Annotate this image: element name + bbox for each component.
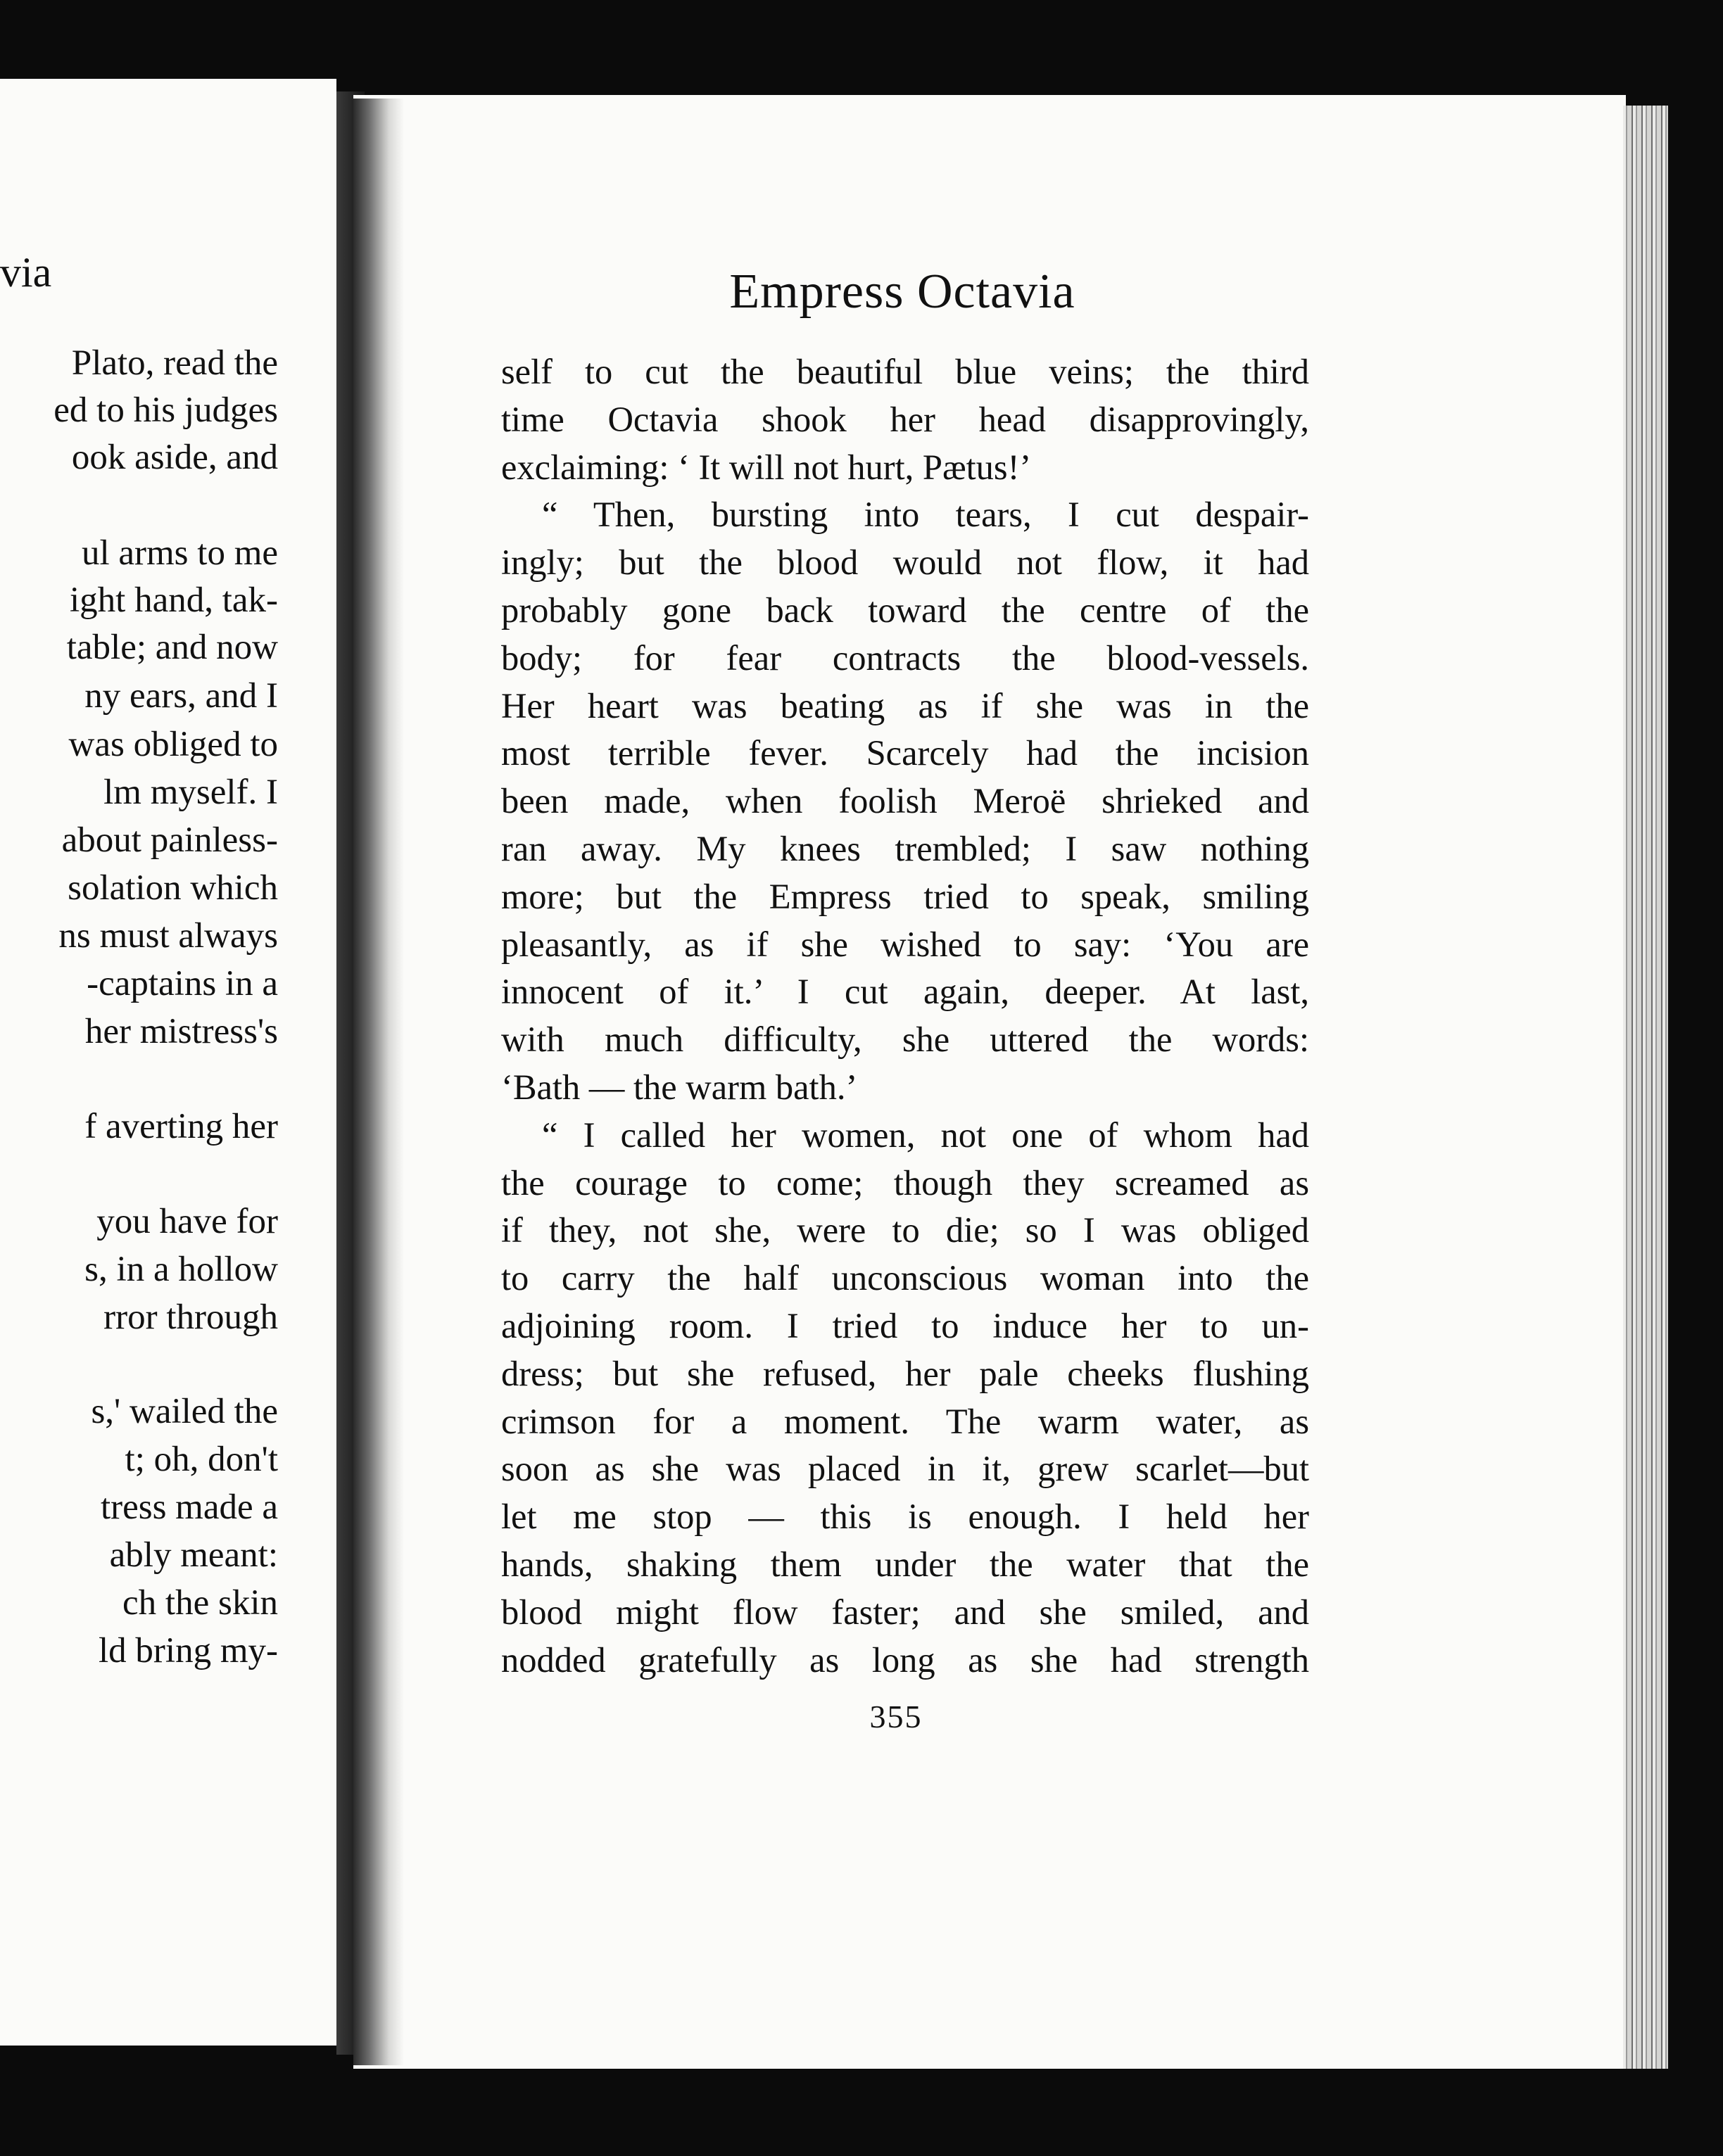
- page-body-text: [501, 348, 1309, 1684]
- left-line: t; oh, don't: [125, 1440, 278, 1479]
- page-edges: [1623, 106, 1668, 2069]
- text-line: soon as she was placed in it, grew scarlet—but: [501, 1449, 1309, 1489]
- text-line: the courage to come; though they screamed as: [501, 1162, 1309, 1203]
- left-line: tress made a: [100, 1488, 278, 1527]
- text-line: with much difficulty, she uttered the words:: [501, 1020, 1309, 1060]
- text-line: innocent of it.’ I cut again, deeper. At last,: [501, 972, 1309, 1012]
- left-line: lm myself. I: [103, 773, 278, 812]
- left-line: ld bring my-: [99, 1631, 278, 1670]
- text-line: probably gone back toward the centre of the: [501, 590, 1309, 630]
- text-line: self to cut the beautiful blue veins; the third: [501, 352, 1309, 391]
- left-line: -captains in a: [87, 964, 278, 1003]
- left-line: Plato, read the: [71, 343, 278, 383]
- text-line: body; for fear contracts the blood-vessels.: [501, 638, 1309, 678]
- text-line: let me stop — this is enough. I held her: [501, 1497, 1309, 1537]
- left-line: about painless-: [61, 820, 278, 860]
- text-line: hands, shaking them under the water that the: [501, 1544, 1309, 1584]
- left-line: was obliged to: [68, 725, 278, 764]
- text-line: dress; but she refused, her pale cheeks flushing: [501, 1353, 1309, 1393]
- left-line: rror through: [103, 1298, 278, 1337]
- left-line: ch the skin: [122, 1583, 278, 1623]
- text-line: ‘Bath — the warm bath.’: [501, 1067, 858, 1107]
- text-line: blood might flow faster; and she smiled, and: [501, 1592, 1309, 1632]
- text-line: if they, not she, were to die; so I was obliged: [501, 1210, 1309, 1250]
- book-spine-curve: [353, 99, 404, 2065]
- left-line: f averting her: [84, 1107, 278, 1146]
- text-line: been made, when foolish Meroë shrieked and: [501, 781, 1309, 821]
- text-line: “ Then, bursting into tears, I cut despair-: [542, 495, 1309, 535]
- text-line: time Octavia shook her head disapprovingly,: [501, 399, 1309, 439]
- running-head: Empress Octavia: [729, 265, 1075, 319]
- left-line: ed to his judges: [53, 391, 278, 430]
- left-line: you have for: [96, 1202, 278, 1241]
- text-line: more; but the Empress tried to speak, smiling: [501, 876, 1309, 916]
- text-line: nodded gratefully as long as she had strength: [501, 1640, 1309, 1680]
- left-line: s, in a hollow: [84, 1250, 278, 1289]
- left-running-head: via: [0, 249, 52, 296]
- left-line: s,' wailed the: [91, 1392, 278, 1431]
- left-line: solation which: [68, 868, 278, 908]
- text-line: to carry the half unconscious woman into the: [501, 1258, 1309, 1298]
- text-line: exclaiming: ‘ It will not hurt, Pætus!’: [501, 447, 1032, 487]
- left-line: ny ears, and I: [84, 676, 278, 716]
- left-line: table; and now: [66, 628, 278, 667]
- left-line: ight hand, tak-: [69, 581, 278, 620]
- page-number: 355: [869, 1699, 923, 1735]
- text-line: pleasantly, as if she wished to say: ‘You are: [501, 924, 1309, 964]
- text-line: adjoining room. I tried to induce her to un-: [501, 1305, 1309, 1345]
- text-line: Her heart was beating as if she was in the: [501, 685, 1309, 725]
- left-line: her mistress's: [84, 1012, 278, 1051]
- text-line: ran away. My knees trembled; I saw nothing: [501, 828, 1309, 868]
- text-line: crimson for a moment. The warm water, as: [501, 1401, 1309, 1441]
- left-page: [0, 79, 336, 2046]
- text-line: “ I called her women, not one of whom had: [542, 1115, 1309, 1155]
- left-line: ul arms to me: [81, 533, 278, 573]
- text-line: ingly; but the blood would not flow, it had: [501, 543, 1309, 583]
- left-line: ably meant:: [109, 1535, 278, 1575]
- text-line: most terrible fever. Scarcely had the incision: [501, 733, 1309, 773]
- left-line: ook aside, and: [71, 438, 278, 477]
- left-line: ns must always: [58, 916, 278, 956]
